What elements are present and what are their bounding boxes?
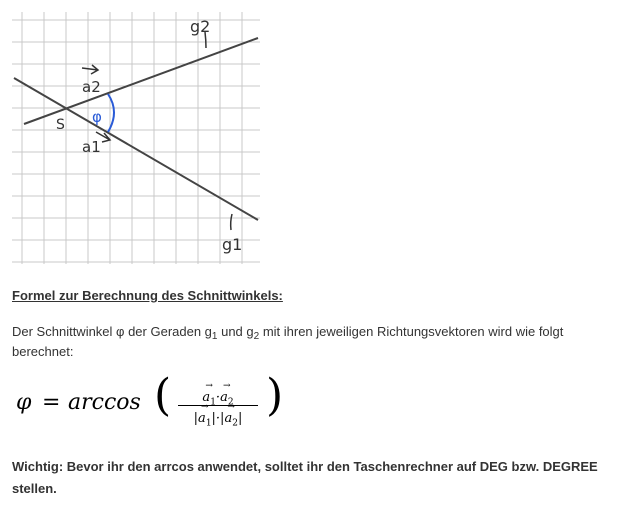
label-a2: a2 [82,78,101,96]
label-a1: a1 [82,138,101,156]
line-g1 [14,78,258,220]
formula-equals: = [42,390,61,415]
formula-denominator: |→ $a_1|\cdot|\to a_2|$ [178,407,258,425]
tick-g1 [231,214,232,230]
vector-a1: → $a_1$ [202,386,216,408]
formula-fraction [178,386,258,429]
line-g2 [24,38,258,124]
formula-numerator: → $a_1\cdot\to a_2$ [178,386,258,404]
angle-formula [16,370,316,436]
vector-a2: → $a_2$ [220,386,234,408]
intersection-sketch [12,12,260,264]
description-paragraph: Der Schnittwinkel φ der Geraden $g_1$ und $g_2$ mit ihren jeweiligen Richtungsvektoren wird wie folgt berechnet: [12,324,564,359]
vector-a2-arrow [82,65,98,74]
fraction-bar [178,405,258,406]
label-s: S [56,117,65,133]
formula-close-paren: ) [266,370,284,421]
label-g2: g2 [190,17,211,36]
warning-text: Wichtig: Bevor ihr den arrcos anwendet, solltet ihr den Taschenrechner auf DEG bzw. DEGREE stellen. [12,459,598,496]
label-g1: g1 [222,235,243,254]
angle-arc [108,94,114,132]
formula-heading: Formel zur Berechnung des Schnittwinkels: [12,288,283,303]
formula-function: arccos [68,390,141,415]
formula-phi: φ [16,390,32,415]
formula-open-paren: ( [154,370,172,421]
label-angle: φ [92,108,102,126]
grid [12,12,260,264]
